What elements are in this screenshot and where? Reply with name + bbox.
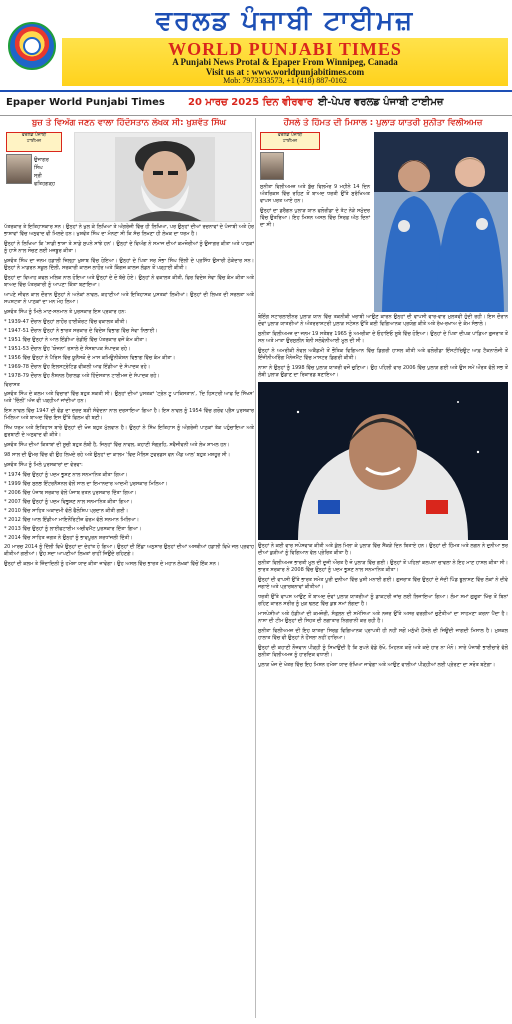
author-card-line: ਟਾਈਮਜ਼ bbox=[282, 139, 298, 144]
masthead-subtitle: A Punjabi News Protal & Epaper From Winnipeg, Canada bbox=[172, 57, 398, 67]
award-item: * 2007 ਵਿੱਚ ਉਨ੍ਹਾਂ ਨੂੰ ਪਦਮ ਵਿਭੂਸ਼ਣ ਨਾਲ ਸਨਮਾਨਿਤ ਕੀਤਾ ਗਿਆ। bbox=[4, 499, 133, 505]
right-paragraph: ਉਨ੍ਹਾਂ ਦੀ ਵਾਪਸੀ ਉੱਤੇ ਭਾਰਤ ਸਮੇਤ ਪੂਰੀ ਦੁਨੀਆ ਵਿੱਚ ਖੁਸ਼ੀ ਮਨਾਈ ਗਈ। ਗੁਜਰਾਤ ਵਿੱਚ ਉਨ੍ਹਾਂ ਦੇ ਜੱਦੀ ਪਿੰਡ ਝੂਲਾਸਣ ਵਿੱਚ ਲੋਕਾਂ ਨੇ ਦੀਵੇ ਜਗਾਏ ਅਤੇ ਪ੍ਰਾਰਥਨਾਵਾਂ ਕੀਤੀਆਂ। bbox=[258, 577, 508, 590]
left-paragraph: ਉਨ੍ਹਾਂ ਦੀ ਕਲਮ ਤੇ ਜ਼ਿੰਦਾਦਿਲੀ ਨੂੰ ਹਮੇਸ਼ਾ ਯਾਦ ਕੀਤਾ ਜਾਵੇਗਾ। ਉਹ ਅਸਲ ਵਿੱਚ ਭਾਰਤ ਦੇ ਮਹਾਨ ਲੇਖਕਾਂ ਵਿੱਚੋਂ ਇੱਕ ਸਨ। bbox=[4, 561, 220, 567]
issue-date: 20 ਮਾਰਚ 2025 ਦਿਨ ਵੀਰਵਾਰ bbox=[188, 97, 313, 108]
section-label: ਵਿਰਾਸਤ bbox=[4, 382, 20, 388]
left-article bbox=[4, 118, 254, 1024]
award-item: * 1974 ਵਿੱਚ ਉਨ੍ਹਾਂ ਨੂੰ ਪਦਮ ਭੂਸ਼ਣ ਨਾਲ ਸਨਮਾਨਿਤ ਕੀਤਾ ਗਿਆ। bbox=[4, 472, 128, 478]
author-card bbox=[6, 132, 62, 152]
masthead-title-punjabi: ਵਰਲਡ ਪੰਜਾਬੀ ਟਾਈਮਜ਼ bbox=[155, 6, 415, 36]
masthead bbox=[0, 0, 512, 88]
right-paragraph: ਸੁਨੀਤਾ ਵਿਲੀਅਮਜ਼ ਅਤੇ ਬੁੱਚ ਵਿਲਮੋਰ 9 ਮਹੀਨੇ 14 ਦਿਨ ਅੰਤਰਿਕਸ਼ ਵਿੱਚ ਰਹਿਣ ਤੋਂ ਬਾਅਦ ਧਰਤੀ ਉੱਤੇ ਸੁਰੱਖਿਅਤ ਵਾਪਸ ਪਰਤ ਆਏ ਹਨ। bbox=[260, 184, 370, 204]
award-item: * 1939-47 ਦੌਰਾਨ ਉਨ੍ਹਾਂ ਲਾਹੌਰ ਹਾਈਕੋਰਟ ਵਿੱਚ ਵਕਾਲਤ ਕੀਤੀ। bbox=[4, 319, 128, 325]
left-paragraph: ਇਸ ਨਾਵਲ ਵਿੱਚ 1947 ਦੀ ਵੰਡ ਦਾ ਦਰਦ ਬੜੀ ਸੰਵੇਦਨਾ ਨਾਲ ਦਰਸਾਇਆ ਗਿਆ ਹੈ। ਇਸ ਨਾਵਲ ਨੂੰ 1954 ਵਿੱਚ ਗਰੋਵ ਪ੍ਰੈਸ ਪੁਰਸਕਾਰ ਮਿਲਿਆ ਅਤੇ ਬਾਅਦ ਵਿੱਚ ਇਸ ਉੱਤੇ ਫਿਲਮ ਵੀ ਬਣੀ। bbox=[4, 408, 254, 421]
left-paragraph: ਉਨ੍ਹਾਂ ਦਾ ਵਿਆਹ ਕਵਲ ਮਲਿਕ ਨਾਲ ਹੋਇਆ ਅਤੇ ਉਨ੍ਹਾਂ ਦੇ ਦੋ ਬੱਚੇ ਹੋਏ। ਉਨ੍ਹਾਂ ਨੇ ਵਕਾਲਤ ਕੀਤੀ, ਫਿਰ ਵਿਦੇਸ਼ ਸੇਵਾ ਵਿੱਚ ਕੰਮ ਕੀਤਾ ਅਤੇ ਬਾਅਦ ਵਿੱਚ ਪੱਤਰਕਾਰੀ ਨੂੰ ਆਪਣਾ ਕਿੱਤਾ ਬਣਾਇਆ। bbox=[4, 275, 254, 288]
left-paragraph: ਉਨ੍ਹਾਂ ਨੇ ਲਿਖਿਆ ਕਿ 'ਸਾਡੀ ਭਾਸ਼ਾ ਤੇ ਸਾਡੇ ਸੁਪਨੇ ਸਾਂਝੇ ਹਨ'। ਉਨ੍ਹਾਂ ਦੇ ਵਿਅੰਗ ਨੇ ਸਮਾਜ ਦੀਆਂ ਕਮਜ਼ੋਰੀਆਂ ਨੂੰ ਉਜਾਗਰ ਕੀਤਾ ਅਤੇ ਪਾਠਕਾਂ ਨੂੰ ਹਾਸੇ ਨਾਲ ਸੋਚਣ ਲਈ ਮਜਬੂਰ ਕੀਤਾ। bbox=[4, 241, 254, 254]
logo-center bbox=[23, 37, 41, 55]
left-paragraph: ਖੁਸ਼ਵੰਤ ਸਿੰਘ ਨੂੰ ਮਿਲੇ ਪੁਰਸਕਾਰਾਂ ਦਾ ਵੇਰਵਾ: bbox=[4, 462, 83, 468]
award-item: * 1969-78 ਦੌਰਾਨ ਉਹ ਇਲਸਟ੍ਰੇਟਿਡ ਵੀਕਲੀ ਆਫ ਇੰਡੀਆ ਦੇ ਸੰਪਾਦਕ ਰਹੇ। bbox=[4, 364, 151, 370]
astronauts-photo bbox=[374, 132, 508, 312]
right-article-headline[interactable]: ਹੌਂਸਲੇ ਤੇ ਹਿੰਮਤ ਦੀ ਮਿਸਾਲ : ਪੁਲਾੜ ਯਾਤਰੀ ਸੁਨੀਤਾ ਵਿਲੀਅਮਜ਼ bbox=[283, 118, 483, 128]
left-paragraph: ਖੁਸ਼ਵੰਤ ਸਿੰਘ ਦੇ ਕਲਮ ਅਤੇ ਵਿਚਾਰਾਂ ਵਿੱਚ ਬਹੁਤ ਸ਼ਕਤੀ ਸੀ। ਉਨ੍ਹਾਂ ਦੀਆਂ ਪੁਸਤਕਾਂ 'ਟ੍ਰੇਨ ਟੂ ਪਾਕਿਸਤਾਨ', 'ਦਿ ਹਿਸਟਰੀ ਆਫ ਦਿ ਸਿੱਖਸ' ਅਤੇ 'ਦਿੱਲੀ' ਅੱਜ ਵੀ ਪੜ੍ਹੀਆਂ ਜਾਂਦੀਆਂ ਹਨ। bbox=[4, 391, 254, 404]
masthead-contact: Mob: 7973333573, +1 (418) 887-0162 bbox=[223, 76, 347, 85]
right-paragraph: ਉਨ੍ਹਾਂ ਦਾ ਡਰੈਗਨ ਪੁਲਾੜ ਯਾਨ ਫਲੋਰੀਡਾ ਦੇ ਤੱਟ ਨੇੜੇ ਸਮੁੰਦਰ ਵਿੱਚ ਉਤਰਿਆ। ਇਹ ਮਿਸ਼ਨ ਅਸਲ ਵਿੱਚ ਸਿਰਫ਼ ਅੱਠ ਦਿਨਾਂ ਦਾ ਸੀ। bbox=[260, 208, 370, 228]
author-card-line: ਵਰਲਡ ਪੰਜਾਬੀ bbox=[277, 133, 303, 138]
khushwant-singh-portrait bbox=[74, 132, 252, 222]
right-paragraph: ਨਾਸਾ ਨੇ ਉਨ੍ਹਾਂ ਨੂੰ 1998 ਵਿੱਚ ਪੁਲਾੜ ਯਾਤਰੀ ਵਜੋਂ ਚੁਣਿਆ। ਉਹ ਪਹਿਲੀ ਵਾਰ 2006 ਵਿੱਚ ਪੁਲਾੜ ਗਈ ਅਤੇ ਉਸ ਸਮੇਂ ਔਰਤ ਵੱਲੋਂ ਸਭ ਤੋਂ ਲੰਬੀ ਪੁਲਾੜ ਉਡਾਣ ਦਾ ਰਿਕਾਰਡ ਬਣਾਇਆ। bbox=[258, 365, 508, 378]
right-paragraph: ਬੋਇੰਗ ਸਟਾਰਲਾਈਨਰ ਪੁਲਾੜ ਯਾਨ ਵਿੱਚ ਤਕਨੀਕੀ ਖਰਾਬੀ ਆਉਣ ਕਾਰਨ ਉਨ੍ਹਾਂ ਦੀ ਵਾਪਸੀ ਵਾਰ-ਵਾਰ ਮੁਲਤਵੀ ਹੁੰਦੀ ਰਹੀ। ਇਸ ਦੌਰਾਨ ਦੋਵਾਂ ਪੁਲਾੜ ਯਾਤਰੀਆਂ ਨੇ ਅੰਤਰਰਾਸ਼ਟਰੀ ਪੁਲਾੜ ਸਟੇਸ਼ਨ ਉੱਤੇ ਕਈ ਵਿਗਿਆਨਕ ਪ੍ਰਯੋਗ ਕੀਤੇ ਅਤੇ ਰੱਖ-ਰਖਾਅ ਦੇ ਕੰਮ ਸੰਭਾਲੇ। bbox=[258, 314, 508, 327]
masthead-title-english: WORLD PUNJABI TIMES bbox=[168, 39, 402, 59]
spacesuit-illustration bbox=[258, 382, 508, 540]
left-paragraph: ਖੁਸ਼ਵੰਤ ਸਿੰਘ ਦੀਆਂ ਕਿਤਾਬਾਂ ਦੀ ਸੂਚੀ ਬਹੁਤ ਲੰਬੀ ਹੈ, ਜਿਨ੍ਹਾਂ ਵਿੱਚ ਨਾਵਲ, ਕਹਾਣੀ ਸੰਗ੍ਰਹਿ, ਸਵੈਜੀਵਨੀ ਅਤੇ ਲੇਖ ਸ਼ਾਮਲ ਹਨ। bbox=[4, 442, 230, 448]
author-card bbox=[260, 132, 320, 150]
right-paragraph: ਸੁਨੀਤਾ ਵਿਲੀਅਮਜ਼ ਭਾਰਤੀ ਮੂਲ ਦੀ ਦੂਜੀ ਔਰਤ ਹੈ ਜੋ ਪੁਲਾੜ ਵਿੱਚ ਗਈ। ਉਨ੍ਹਾਂ ਤੋਂ ਪਹਿਲਾਂ ਕਲਪਨਾ ਚਾਵਲਾ ਨੇ ਇਹ ਮਾਣ ਹਾਸਲ ਕੀਤਾ ਸੀ। ਭਾਰਤ ਸਰਕਾਰ ਨੇ 2008 ਵਿੱਚ ਉਨ੍ਹਾਂ ਨੂੰ ਪਦਮ ਭੂਸ਼ਣ ਨਾਲ ਸਨਮਾਨਿਤ ਕੀਤਾ। bbox=[258, 560, 508, 573]
masthead-website-link[interactable]: Visit us at : www.worldpunjabitimes.com bbox=[205, 67, 365, 77]
world-punjabi-times-logo-icon bbox=[8, 22, 56, 70]
author-photo bbox=[6, 154, 32, 184]
left-paragraph: ਸਿੱਖ ਧਰਮ ਅਤੇ ਇਤਿਹਾਸ ਬਾਰੇ ਉਨ੍ਹਾਂ ਦੀ ਖੋਜ ਬਹੁਤ ਮੁੱਲਵਾਨ ਹੈ। ਉਨ੍ਹਾਂ ਨੇ ਸਿੱਖ ਇਤਿਹਾਸ ਨੂੰ ਅੰਗਰੇਜ਼ੀ ਪਾਠਕਾਂ ਤੱਕ ਪਹੁੰਚਾਇਆ ਅਤੇ ਗੁਰਬਾਣੀ ਦੇ ਅਨੁਵਾਦ ਵੀ ਕੀਤੇ। bbox=[4, 425, 254, 438]
author-card-line: ਟਾਈਮਜ਼ bbox=[26, 139, 42, 144]
author-name bbox=[34, 156, 64, 188]
epaper-label-punjabi: ਈ-ਪੇਪਰ ਵਰਲਡ ਪੰਜਾਬੀ ਟਾਈਮਜ਼ bbox=[318, 97, 444, 108]
award-item: * 1951 ਵਿੱਚ ਉਨ੍ਹਾਂ ਨੇ ਆਲ ਇੰਡੀਆ ਰੇਡੀਓ ਵਿੱਚ ਪੱਤਰਕਾਰ ਵਜੋਂ ਕੰਮ ਕੀਤਾ। bbox=[4, 337, 148, 343]
award-item: * 2014 ਵਿੱਚ ਸਾਹਿਤ ਜਗਤ ਨੇ ਉਨ੍ਹਾਂ ਨੂੰ ਭਾਵਪੂਰਨ ਸ਼ਰਧਾਂਜਲੀ ਦਿੱਤੀ। bbox=[4, 535, 133, 541]
right-intro-text bbox=[260, 184, 370, 232]
right-paragraph: ਉਨ੍ਹਾਂ ਨੇ ਕਈ ਵਾਰ ਸਪੇਸਵਾਕ ਕੀਤੀ ਅਤੇ ਕੁੱਲ ਮਿਲਾ ਕੇ ਪੁਲਾੜ ਵਿੱਚ ਸੈਂਕੜੇ ਦਿਨ ਬਿਤਾਏ ਹਨ। ਉਨ੍ਹਾਂ ਦੀ ਹਿੰਮਤ ਅਤੇ ਲਗਨ ਨੇ ਦੁਨੀਆ ਭਰ ਦੀਆਂ ਕੁੜੀਆਂ ਨੂੰ ਵਿਗਿਆਨ ਵੱਲ ਪ੍ਰੇਰਿਤ ਕੀਤਾ ਹੈ। bbox=[258, 543, 508, 556]
epaper-label: Epaper World Punjabi Times bbox=[6, 97, 165, 108]
award-item: * 1951-53 ਦੌਰਾਨ ਉਹ 'ਯੋਜਨਾ' ਰਸਾਲੇ ਦੇ ਸੰਸਥਾਪਕ ਸੰਪਾਦਕ ਰਹੇ। bbox=[4, 346, 131, 352]
right-paragraph: ਸੁਨੀਤਾ ਵਿਲੀਅਮਜ਼ ਦਾ ਜਨਮ 19 ਸਤੰਬਰ 1965 ਨੂੰ ਅਮਰੀਕਾ ਦੇ ਓਹਾਇਓ ਸੂਬੇ ਵਿੱਚ ਹੋਇਆ। ਉਨ੍ਹਾਂ ਦੇ ਪਿਤਾ ਦੀਪਕ ਪਾਂਡਿਆ ਗੁਜਰਾਤ ਤੋਂ ਸਨ ਅਤੇ ਮਾਤਾ ਉਰਸੁਲੀਨ ਬੋਨੀ ਸਲੋਵੇਨੀਆਈ ਮੂਲ ਦੀ ਸੀ। bbox=[258, 331, 508, 344]
author-photo bbox=[260, 152, 284, 180]
author-card-line: ਵਰਲਡ ਪੰਜਾਬੀ bbox=[21, 133, 47, 138]
right-paragraph: ਮਾਸਪੇਸ਼ੀਆਂ ਅਤੇ ਹੱਡੀਆਂ ਦੀ ਕਮਜ਼ੋਰੀ, ਸੰਤੁਲਨ ਦੀ ਸਮੱਸਿਆ ਅਤੇ ਨਜ਼ਰ ਉੱਤੇ ਅਸਰ ਵਰਗੀਆਂ ਚੁਣੌਤੀਆਂ ਦਾ ਸਾਹਮਣਾ ਕਰਨਾ ਪੈਂਦਾ ਹੈ। ਨਾਸਾ ਦੀ ਟੀਮ ਉਨ੍ਹਾਂ ਦੀ ਸਿਹਤ ਦੀ ਲਗਾਤਾਰ ਨਿਗਰਾਨੀ ਕਰ ਰਹੀ ਹੈ। bbox=[258, 611, 508, 624]
award-item: * 1956 ਵਿੱਚ ਉਨ੍ਹਾਂ ਨੇ ਪੈਰਿਸ ਵਿੱਚ ਯੂਨੈਸਕੋ ਦੇ ਮਾਸ ਕਮਿਊਨੀਕੇਸ਼ਨ ਵਿਭਾਗ ਵਿੱਚ ਕੰਮ ਕੀਤਾ। bbox=[4, 355, 176, 361]
left-article-headline[interactable]: ਬੁਜ਼ ਤੇ ਵਿਅੰਗ ਜਣਨ ਵਾਲਾ ਹਿੰਦੋਸਤਾਨ ਲੇਖਕ ਸੀ: ਖੁਸ਼ਵੰਤ ਸਿੰਘ bbox=[31, 118, 227, 128]
right-article-top bbox=[258, 132, 508, 314]
right-paragraph: ਉਨ੍ਹਾਂ ਦੀ ਕਹਾਣੀ ਨੌਜਵਾਨ ਪੀੜ੍ਹੀ ਨੂੰ ਸਿਖਾਉਂਦੀ ਹੈ ਕਿ ਸੁਪਨੇ ਵੱਡੇ ਰੱਖੋ, ਮਿਹਨਤ ਕਰੋ ਅਤੇ ਕਦੇ ਹਾਰ ਨਾ ਮੰਨੋ। ਸਾਰੇ ਪੰਜਾਬੀ ਭਾਈਚਾਰੇ ਵੱਲੋਂ ਸੁਨੀਤਾ ਵਿਲੀਅਮਜ਼ ਨੂੰ ਹਾਰਦਿਕ ਵਧਾਈ। bbox=[258, 645, 508, 658]
masthead-banner bbox=[62, 38, 508, 86]
award-item: * 1978-79 ਦੌਰਾਨ ਉਹ ਨੈਸ਼ਨਲ ਹੈਰਾਲਡ ਅਤੇ ਹਿੰਦੋਸਤਾਨ ਟਾਈਮਜ਼ ਦੇ ਸੰਪਾਦਕ ਰਹੇ। bbox=[4, 373, 160, 379]
left-paragraph: ਖੁਸ਼ਵੰਤ ਸਿੰਘ ਨੂੰ ਮਿਲੇ ਮਾਣ-ਸਨਮਾਨ ਤੇ ਪੁਰਸਕਾਰ ਇਸ ਪ੍ਰਕਾਰ ਹਨ: bbox=[4, 309, 127, 315]
left-paragraph: 98 ਸਾਲ ਦੀ ਉਮਰ ਵਿੱਚ ਵੀ ਉਹ ਲਿਖਦੇ ਰਹੇ ਅਤੇ ਉਨ੍ਹਾਂ ਦਾ ਕਾਲਮ 'ਵਿਦ ਮੈਲਿਸ ਟੁਵਰਡਸ ਵਨ ਐਂਡ ਆਲ' ਬਹੁਤ ਮਸ਼ਹੂਰ ਸੀ। bbox=[4, 452, 231, 458]
right-paragraph: ਉਨ੍ਹਾਂ ਨੇ ਅਮਰੀਕੀ ਨੇਵਲ ਅਕੈਡਮੀ ਤੋਂ ਭੌਤਿਕ ਵਿਗਿਆਨ ਵਿੱਚ ਡਿਗਰੀ ਹਾਸਲ ਕੀਤੀ ਅਤੇ ਫਲੋਰੀਡਾ ਇੰਸਟੀਚਿਊਟ ਆਫ਼ ਟੈਕਨਾਲੋਜੀ ਤੋਂ ਇੰਜੀਨੀਅਰਿੰਗ ਮੈਨੇਜਮੈਂਟ ਵਿੱਚ ਮਾਸਟਰ ਡਿਗਰੀ ਕੀਤੀ। bbox=[258, 348, 508, 361]
astronauts-illustration bbox=[374, 132, 508, 312]
author-name-line: ਸ੍ਰੀ bbox=[34, 173, 42, 179]
column-divider bbox=[255, 118, 256, 1018]
author-name-line: ਉਜਾਗਰ bbox=[34, 157, 49, 163]
right-paragraph: ਸੁਨੀਤਾ ਵਿਲੀਅਮਜ਼ ਦੀ ਇਹ ਯਾਤਰਾ ਸਿਰਫ਼ ਵਿਗਿਆਨਕ ਪ੍ਰਾਪਤੀ ਹੀ ਨਹੀਂ ਸਗੋਂ ਮਨੁੱਖੀ ਹੌਂਸਲੇ ਦੀ ਜਿਊਂਦੀ ਜਾਗਦੀ ਮਿਸਾਲ ਹੈ। ਮੁਸ਼ਕਲ ਹਾਲਾਤ ਵਿੱਚ ਵੀ ਉਨ੍ਹਾਂ ਨੇ ਹੌਂਸਲਾ ਨਹੀਂ ਹਾਰਿਆ। bbox=[258, 628, 508, 641]
award-item: * 2012 ਵਿੱਚ ਆਲ ਇੰਡੀਆ ਮਾਇਨੌਰਿਟੀਜ਼ ਫੋਰਮ ਵੱਲੋਂ ਸਨਮਾਨ ਮਿਲਿਆ। bbox=[4, 517, 140, 523]
award-item: * 2006 ਵਿੱਚ ਪੰਜਾਬ ਸਰਕਾਰ ਵੱਲੋਂ ਪੰਜਾਬ ਰਤਨ ਪੁਰਸਕਾਰ ਦਿੱਤਾ ਗਿਆ। bbox=[4, 490, 137, 496]
right-paragraph: ਧਰਤੀ ਉੱਤੇ ਵਾਪਸ ਆਉਣ ਤੋਂ ਬਾਅਦ ਦੋਵਾਂ ਪੁਲਾੜ ਯਾਤਰੀਆਂ ਨੂੰ ਡਾਕਟਰੀ ਜਾਂਚ ਲਈ ਲਿਜਾਇਆ ਗਿਆ। ਲੰਮਾ ਸਮਾਂ ਗੁਰੂਤਾ ਖਿੱਚ ਤੋਂ ਬਿਨਾਂ ਰਹਿਣ ਕਾਰਨ ਸਰੀਰ ਨੂੰ ਮੁੜ ਢਲਣ ਵਿੱਚ ਕੁਝ ਸਮਾਂ ਲੱਗਦਾ ਹੈ। bbox=[258, 594, 508, 607]
left-paragraph: 20 ਮਾਰਚ 2014 ਨੂੰ ਦਿੱਲੀ ਵਿਖੇ ਉਨ੍ਹਾਂ ਦਾ ਦੇਹਾਂਤ ਹੋ ਗਿਆ। ਉਨ੍ਹਾਂ ਦੀ ਇੱਛਾ ਅਨੁਸਾਰ ਉਨ੍ਹਾਂ ਦੀਆਂ ਅਸਥੀਆਂ ਹਡਾਲੀ ਵਿਖੇ ਜਲ ਪ੍ਰਵਾਹ ਕੀਤੀਆਂ ਗਈਆਂ। ਉਹ ਸਦਾ ਆਪਣੀਆਂ ਲਿਖਤਾਂ ਰਾਹੀਂ ਜਿਉਂਦੇ ਰਹਿਣਗੇ। bbox=[4, 544, 254, 557]
portrait-illustration bbox=[75, 133, 252, 222]
right-paragraph: ਪੁਲਾੜ ਖੋਜ ਦੇ ਖੇਤਰ ਵਿੱਚ ਇਹ ਮਿਸ਼ਨ ਹਮੇਸ਼ਾ ਯਾਦ ਰੱਖਿਆ ਜਾਵੇਗਾ ਅਤੇ ਆਉਣ ਵਾਲੀਆਂ ਪੀੜ੍ਹੀਆਂ ਲਈ ਪ੍ਰੇਰਣਾ ਦਾ ਸਰੋਤ ਬਣੇਗਾ। bbox=[258, 662, 496, 668]
right-article bbox=[258, 118, 508, 1024]
left-paragraph: ਪੱਤਰਕਾਰ ਤੇ ਇਤਿਹਾਸਕਾਰ ਸਨ। ਉਨ੍ਹਾਂ ਨੇ ਖੁਲ ਕੇ ਲਿਖਿਆ ਤੇ ਅੰਗਰੇਜ਼ੀ ਵਿੱਚ ਹੀ ਲਿਖਿਆ, ਪਰ ਉਨ੍ਹਾਂ ਦੀਆਂ ਰਚਨਾਵਾਂ ਦੇ ਪੰਜਾਬੀ ਅਤੇ ਹੋਰ ਭਾਸ਼ਾਵਾਂ ਵਿੱਚ ਅਨੁਵਾਦ ਵੀ ਮਿਲਦੇ ਹਨ। ਖੁਸ਼ਵੰਤ ਸਿੰਘ ਦਾ ਮੰਨਣਾ ਸੀ ਕਿ ਸੱਚ ਲਿਖਣਾ ਹੀ ਲੇਖਕ ਦਾ ਧਰਮ ਹੈ। bbox=[4, 224, 254, 237]
award-item: * 1999 ਵਿੱਚ ਸੁਲਭ ਇੰਟਰਨੈਸ਼ਨਲ ਵੱਲੋਂ ਸਾਲ ਦਾ ਇਮਾਨਦਾਰ ਆਦਮੀ ਪੁਰਸਕਾਰ ਮਿਲਿਆ। bbox=[4, 481, 168, 487]
sunita-williams-spacesuit-photo bbox=[258, 382, 508, 540]
left-paragraph: ਖੁਸ਼ਵੰਤ ਸਿੰਘ ਦਾ ਜਨਮ ਹਡਾਲੀ ਜ਼ਿਲ੍ਹਾ ਖੁਸ਼ਾਬ ਵਿੱਚ ਹੋਇਆ। ਉਨ੍ਹਾਂ ਦੇ ਪਿਤਾ ਸਰ ਸੋਭਾ ਸਿੰਘ ਦਿੱਲੀ ਦੇ ਪ੍ਰਸਿੱਧ ਉਸਾਰੀ ਠੇਕੇਦਾਰ ਸਨ। ਉਨ੍ਹਾਂ ਨੇ ਮਾਡਰਨ ਸਕੂਲ ਦਿੱਲੀ, ਸਰਕਾਰੀ ਕਾਲਜ ਲਾਹੌਰ ਅਤੇ ਕਿੰਗਜ਼ ਕਾਲਜ ਲੰਡਨ ਤੋਂ ਪੜ੍ਹਾਈ ਕੀਤੀ। bbox=[4, 258, 254, 271]
left-paragraph: ਆਪਣੇ ਜੀਵਨ ਕਾਲ ਦੌਰਾਨ ਉਨ੍ਹਾਂ ਨੇ ਅਨੇਕਾਂ ਨਾਵਲ, ਕਹਾਣੀਆਂ ਅਤੇ ਇਤਿਹਾਸਕ ਪੁਸਤਕਾਂ ਲਿਖੀਆਂ। ਉਨ੍ਹਾਂ ਦੀ ਲਿਖਤ ਦੀ ਸਰਲਤਾ ਅਤੇ ਸਪਸ਼ਟਤਾ ਨੇ ਪਾਠਕਾਂ ਦਾ ਮਨ ਮੋਹ ਲਿਆ। bbox=[4, 292, 254, 305]
date-bar bbox=[0, 90, 512, 116]
author-name-line: ਸਿੰਘ bbox=[34, 165, 43, 171]
author-block bbox=[4, 132, 254, 224]
award-item: * 2010 ਵਿੱਚ ਸਾਹਿਤ ਅਕਾਦਮੀ ਵੱਲੋਂ ਫੈਲੋਸ਼ਿਪ ਪ੍ਰਦਾਨ ਕੀਤੀ ਗਈ। bbox=[4, 508, 129, 514]
author-name-line: ਫਤਿਹਗੜ੍ਹ bbox=[34, 181, 55, 187]
award-item: * 2013 ਵਿੱਚ ਉਨ੍ਹਾਂ ਨੂੰ ਲਾਈਫਟਾਈਮ ਅਚੀਵਮੈਂਟ ਪੁਰਸਕਾਰ ਦਿੱਤਾ ਗਿਆ। bbox=[4, 526, 142, 532]
award-item: * 1947-51 ਦੌਰਾਨ ਉਨ੍ਹਾਂ ਨੇ ਭਾਰਤ ਸਰਕਾਰ ਦੇ ਵਿਦੇਸ਼ ਵਿਭਾਗ ਵਿੱਚ ਸੇਵਾ ਨਿਭਾਈ। bbox=[4, 328, 158, 334]
